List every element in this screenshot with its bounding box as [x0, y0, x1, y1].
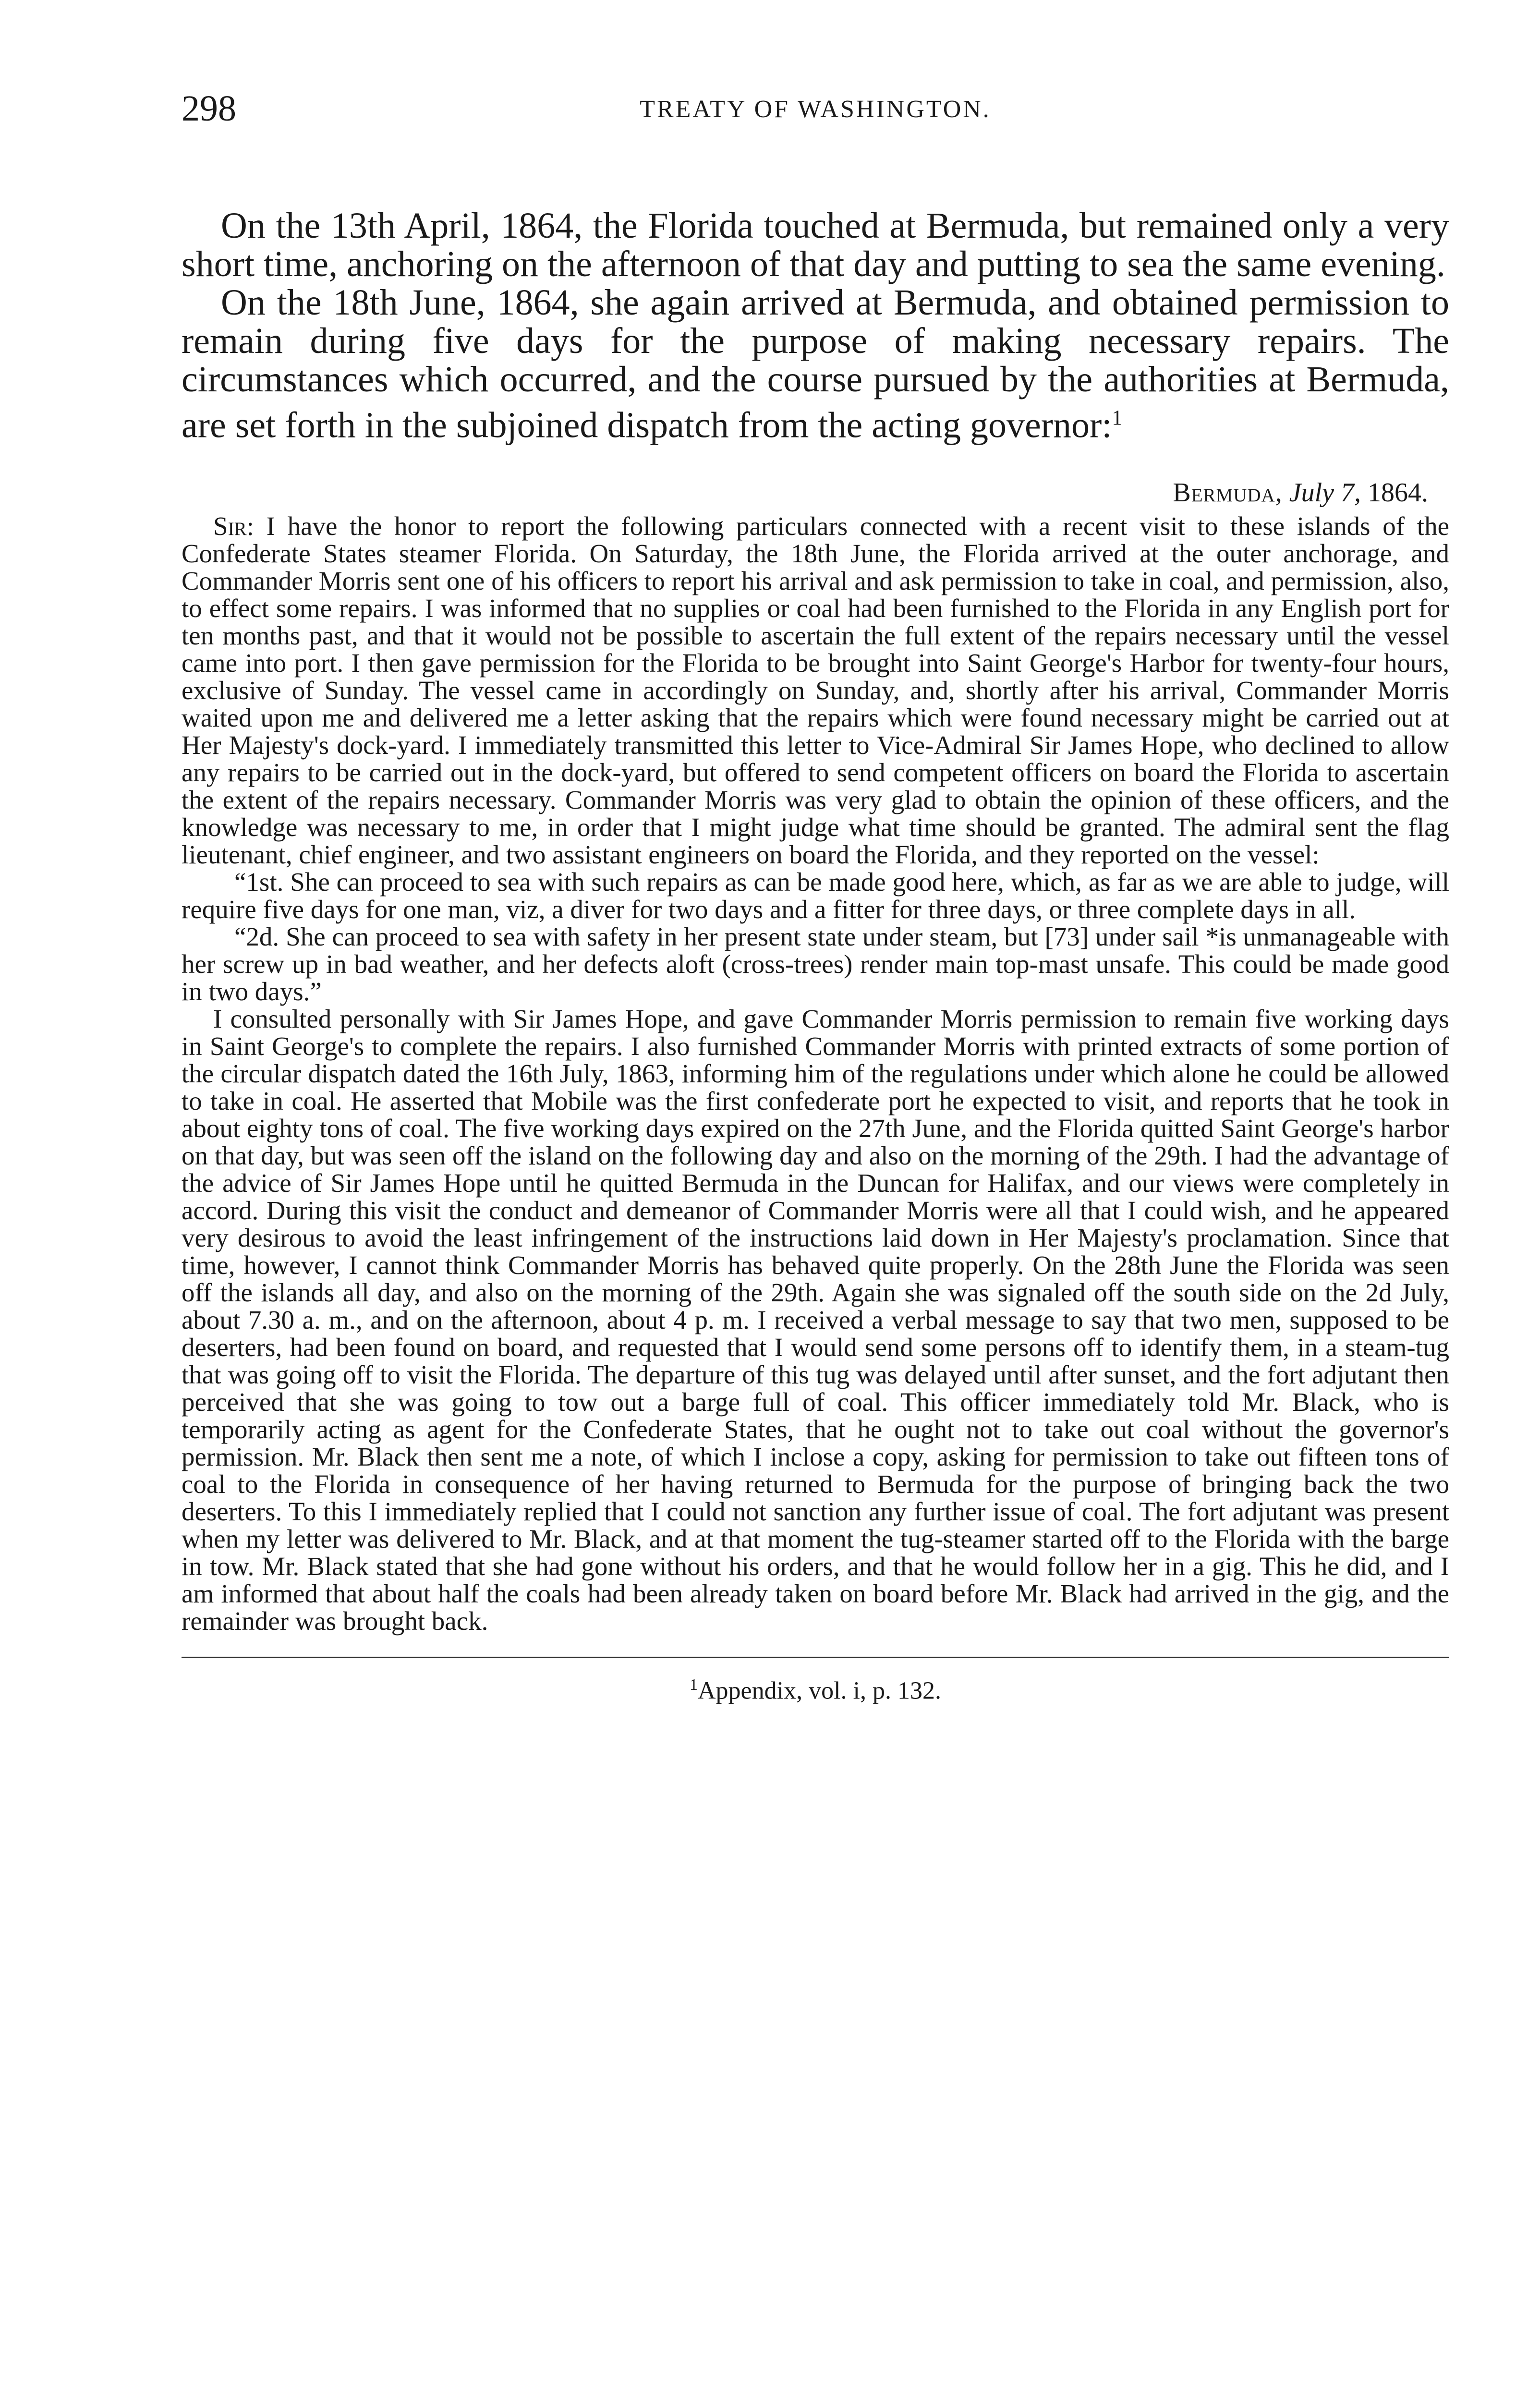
margin-page-marker: [73] [1044, 922, 1089, 952]
document-page [182, 86, 1449, 1706]
page-number: 298 [182, 88, 236, 129]
letter-salutation: Sir: [213, 511, 254, 541]
intro-paragraph-1: On the 13th April, 1864, the Florida touched at Bermuda, but remained only a very short time, anchoring on the afternoon of that day and putting to sea the same evening. [182, 206, 1449, 284]
dateline-date: July 7, [1289, 478, 1361, 508]
dispatch-letter [182, 512, 1449, 1635]
footnote-reference: 1 [1112, 406, 1123, 429]
report-item-1: “1st. She can proceed to sea with such repairs as can be made good here, which, as far as we are able to judge, will require five days for one man, viz, a diver for two days and a fitter for three days, or three complete days in all. [182, 867, 1449, 924]
dateline-year: 1864. [1368, 478, 1428, 508]
letter-paragraph-1-text: I have the honor to report the following particulars connected with a recent visit to these islands of the Confederate States steamer Florida. On Saturday, the 18th June, the Florida arrived at the outer anchorage, and Commander Morris sent one of his officers to report his arrival and ask permission to take in coal, and permission, also, to effect some repairs. I was informed that no supplies or coal had been furnished to the Florida in any English port for ten months past, and that it would not be possible to ascertain the full extent of the repairs necessary until the vessel came into port. I then gave permission for the Florida to be brought into Saint George's Harbor for twenty-four hours, exclusive of Sunday. The vessel came in accordingly on Sunday, and, shortly after his arrival, Commander Morris waited upon me and delivered me a letter asking that the repairs which were found necessary might be carried out at Her Majesty's dock-yard. I immediately transmitted this letter to Vice-Admiral Sir James Hope, who declined to allow any repairs to be carried out in the dock-yard, but offered to send competent officers on board the Florida to ascertain the extent of the repairs necessary. Commander Morris was very glad to obtain the opinion of these officers, and the knowledge was necessary to me, in order that I might judge what time should be granted. The admiral sent the flag lieutenant, chief engineer, and two assistant engineers on board the Florida, and they reported on the vessel: [182, 511, 1449, 870]
report-item-2-text-b: under sail *is unmanageable with her screw up in bad weather, and her defects aloft (cross-trees) render main top-mast unsafe. This could be made good in two days.” [182, 922, 1450, 1006]
dateline-place: Bermuda, [1173, 478, 1283, 508]
intro-paragraph-2-text: On the 18th June, 1864, she again arrived at Bermuda, and obtained permission to remain during five days for the purpose of making necessary repairs. The circumstances which occurred, and the course pursued by the authorities at Bermuda, are set forth in the subjoined dispatch from the acting governor: [182, 282, 1449, 446]
footnote-text: Appendix, vol. i, p. 132. [698, 1677, 941, 1705]
letter-paragraph-2: I consulted personally with Sir James Hope, and gave Commander Morris permission to remain five working days in Saint George's to complete the repairs. I also furnished Commander Morris with printed extracts of some portion of the circular dispatch dated the 16th July, 1863, informing him of the regulations under which alone he could be allowed to take in coal. He asserted that Mobile was the first confederate port he expected to visit, and reports that he took in about eighty tons of coal. The five working days expired on the 27th June, and the Florida quitted Saint George's harbor on that day, but was seen off the island on the following day and also on the morning of the 29th. I had the advantage of the advice of Sir James Hope until he quitted Bermuda in the Duncan for Halifax, and our views were completely in accord. During this visit the conduct and demeanor of Commander Morris were all that I could wish, and he appeared very desirous to avoid the least infringement of the instructions laid down in Her Majesty's proclamation. Since that time, however, I cannot think Commander Morris has behaved quite properly. On the 28th June the Florida was seen off the islands all day, and also on the morning of the 29th. Again she was signaled off the south side on the 2d July, about 7.30 a. m., and on the afternoon, about 4 p. m. I received a verbal message to say that two men, supposed to be deserters, had been found on board, and requested that I would send some persons off to identify them, in a steam-tug that was going off to visit the Florida. The departure of this tug was delayed until after sunset, and the fort adjutant then perceived that she was going to tow out a barge full of coal. This officer immediately told Mr. Black, who is temporarily acting as agent for the Confederate States, that he ought not to take out coal without the governor's permission. Mr. Black then sent me a note, of which I inclose a copy, asking for permission to take out fifteen tons of coal to the Florida in consequence of her having returned to Bermuda for the purpose of bringing back the two deserters. To this I immediately replied that I could not sanction any further issue of coal. The fort adjutant was present when my letter was delivered to Mr. Black, and at that moment the tug-steamer started off to the Florida with the barge in tow. Mr. Black stated that she had gone without his orders, and that he would follow her in a gig. This he did, and I am informed that about half the coals had been already taken on board before Mr. Black had arrived in the gig, and the remainder was brought back. [182, 1004, 1449, 1636]
footnote [182, 1671, 1449, 1705]
footnote-mark: 1 [690, 1676, 698, 1694]
report-item-2 [182, 923, 1449, 1005]
running-title: TREATY OF WASHINGTON. [640, 96, 991, 123]
footnote-divider [182, 1657, 1449, 1658]
intro-paragraph-2 [182, 283, 1449, 444]
intro-section [182, 206, 1449, 444]
report-item-2-text-a: “2d. She can proceed to sea with safety in her present state under steam, but [234, 922, 1038, 952]
dispatch-dateline [182, 478, 1449, 508]
page-header [182, 86, 1449, 144]
letter-paragraph-1 [182, 512, 1449, 868]
